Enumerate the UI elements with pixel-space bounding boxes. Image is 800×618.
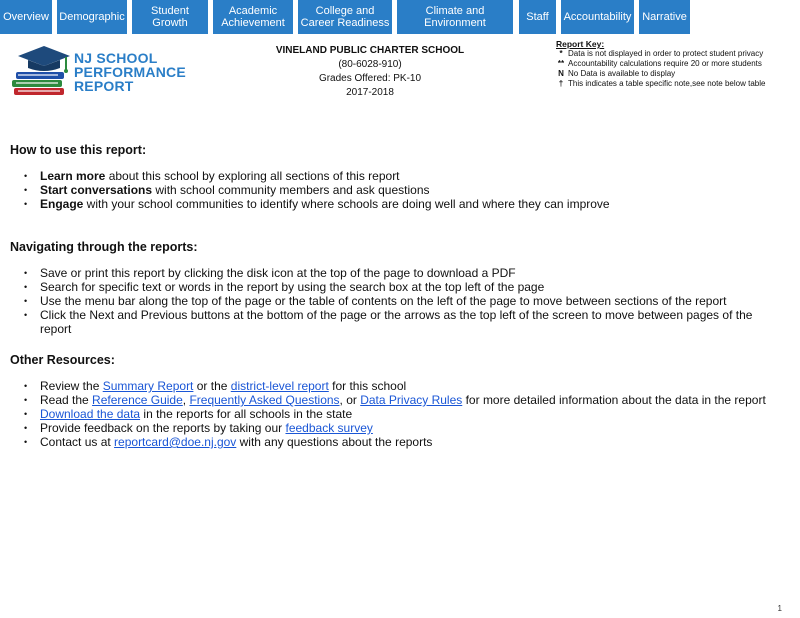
report-key-symbol: ** [557, 59, 565, 68]
feedback-survey-link[interactable]: feedback survey [285, 421, 373, 435]
list-item-text: , [182, 393, 190, 407]
download-data-link[interactable]: Download the data [40, 407, 141, 421]
school-code: (80-6028-910) [338, 59, 402, 70]
list-item-text: for more detailed information about the data in the report [462, 393, 766, 407]
report-key-text: Accountability calculations require 20 or more students [568, 59, 762, 68]
list-item-text: Contact us at [40, 435, 115, 449]
list-item-bold: Learn more [40, 169, 106, 183]
logo-line-1: NJ SCHOOL [74, 50, 158, 66]
logo-wordmark [74, 51, 186, 93]
list-item: • Engage with your school communities to identify where schools are doing well and where they can improve [24, 197, 610, 211]
district-level-report-link[interactable]: district-level report [230, 379, 329, 393]
list-item-text: or the [193, 379, 231, 393]
school-name: VINELAND PUBLIC CHARTER SCHOOL [275, 45, 465, 56]
grades-offered: Grades Offered: PK-10 [318, 73, 422, 84]
list-item: • Save or print this report by clicking the disk icon at the top of the page to download a PDF [24, 266, 516, 280]
navigating-list [10, 266, 780, 336]
other-resources-list [10, 379, 780, 449]
list-item: • Contact us at reportcard@doe.nj.gov with any questions about the reports [24, 435, 433, 449]
navigating-section [10, 240, 780, 336]
how-to-use-heading: How to use this report: [10, 143, 147, 157]
list-item: • Learn more about this school by exploring all sections of this report [24, 169, 400, 183]
list-item-text: in the reports for all schools in the state [140, 407, 353, 421]
tab-staff[interactable]: Staff [519, 0, 556, 34]
report-key-title: Report Key: [556, 39, 605, 49]
logo-line-2: PERFORMANCE [74, 64, 186, 80]
report-key-symbol: N [558, 69, 564, 78]
report-key [556, 39, 796, 89]
how-to-use-section [10, 143, 780, 211]
data-privacy-rules-link[interactable]: Data Privacy Rules [360, 393, 463, 407]
list-item: • Click the Next and Previous buttons at the bottom of the page or the arrows as the top left of the screen to move between pages of the report [24, 308, 753, 336]
list-item-text: Read the [40, 393, 93, 407]
logo-line-3: REPORT [74, 78, 134, 94]
list-item-text: for this school [328, 379, 407, 393]
faq-link[interactable]: Frequently Asked Questions [189, 393, 340, 407]
other-resources-heading: Other Resources: [10, 353, 115, 367]
other-resources-section [10, 353, 780, 449]
reference-guide-link[interactable]: Reference Guide [92, 393, 183, 407]
report-key-item [556, 59, 796, 69]
tab-narrative[interactable]: Narrative [639, 0, 690, 34]
list-item-bold: Engage [40, 197, 84, 211]
tab-overview[interactable]: Overview [0, 0, 52, 34]
tab-accountability[interactable]: Accountability [561, 0, 634, 34]
school-year: 2017-2018 [346, 87, 394, 98]
list-item-text: with any questions about the reports [236, 435, 433, 449]
list-item-text: with school community members and ask questions [152, 183, 430, 197]
list-item: • Search for specific text or words in the report by using the search box at the top left of the page [24, 280, 545, 294]
list-item-text: Review the [40, 379, 103, 393]
list-item-text: Provide feedback on the reports by taking our [40, 421, 286, 435]
list-item-text: about this school by exploring all sections of this report [105, 169, 400, 183]
list-item-bold: Start conversations [40, 183, 153, 197]
tab-college-career-readiness[interactable]: College and Career Readiness [298, 0, 392, 34]
report-key-text: No Data is available to display [568, 69, 676, 78]
list-item: • Download the data in the reports for all schools in the state [24, 407, 353, 421]
list-item-text: Search for specific text or words in the report by using the search box at the top left of the page [40, 280, 545, 294]
report-key-text: Data is not displayed in order to protect student privacy [568, 49, 764, 58]
report-key-item [556, 49, 796, 59]
list-item-text: with your school communities to identify where schools are doing well and where they can improve [83, 197, 610, 211]
report-key-symbol: * [559, 49, 563, 58]
graduation-cap-books-icon [10, 40, 74, 102]
tab-student-growth[interactable]: Student Growth [132, 0, 208, 34]
list-item-text: Save or print this report by clicking the disk icon at the top of the page to download a PDF [40, 266, 516, 280]
report-key-symbol: † [558, 79, 564, 88]
page-number: 1 [777, 604, 782, 613]
report-key-item [556, 79, 796, 89]
tab-climate-environment[interactable]: Climate and Environment [397, 0, 513, 34]
how-to-use-list [10, 169, 780, 211]
list-item: • Start conversations with school community members and ask questions [24, 183, 430, 197]
list-item-text: , or [339, 393, 361, 407]
nj-school-performance-report-logo [10, 40, 190, 102]
list-item: • Review the Summary Report or the district-level report for this school [24, 379, 407, 393]
navigating-heading: Navigating through the reports: [10, 240, 198, 254]
report-key-text: This indicates a table specific note,see note below table [568, 79, 766, 88]
tab-academic-achievement[interactable]: Academic Achievement [213, 0, 293, 34]
list-item: • Use the menu bar along the top of the page or the table of contents on the left of the page to move between sections of the report [24, 294, 727, 308]
list-item-text: Use the menu bar along the top of the page or the table of contents on the left of the page to move between sections of the report [40, 294, 727, 308]
report-nav-bar [0, 0, 800, 34]
list-item: • Read the Reference Guide, Frequently Asked Questions, or Data Privacy Rules for more detailed information about the data in the report [24, 393, 766, 407]
tab-demographic[interactable]: Demographic [57, 0, 127, 34]
email-link[interactable]: reportcard@doe.nj.gov [114, 435, 237, 449]
list-item: • Provide feedback on the reports by taking our feedback survey [24, 421, 373, 435]
school-header [250, 44, 490, 100]
list-item-text: Click the Next and Previous buttons at the bottom of the page or the arrows as the top left of the screen to move between pages of the report [40, 308, 753, 336]
report-key-item [556, 69, 796, 79]
summary-report-link[interactable]: Summary Report [102, 379, 194, 393]
